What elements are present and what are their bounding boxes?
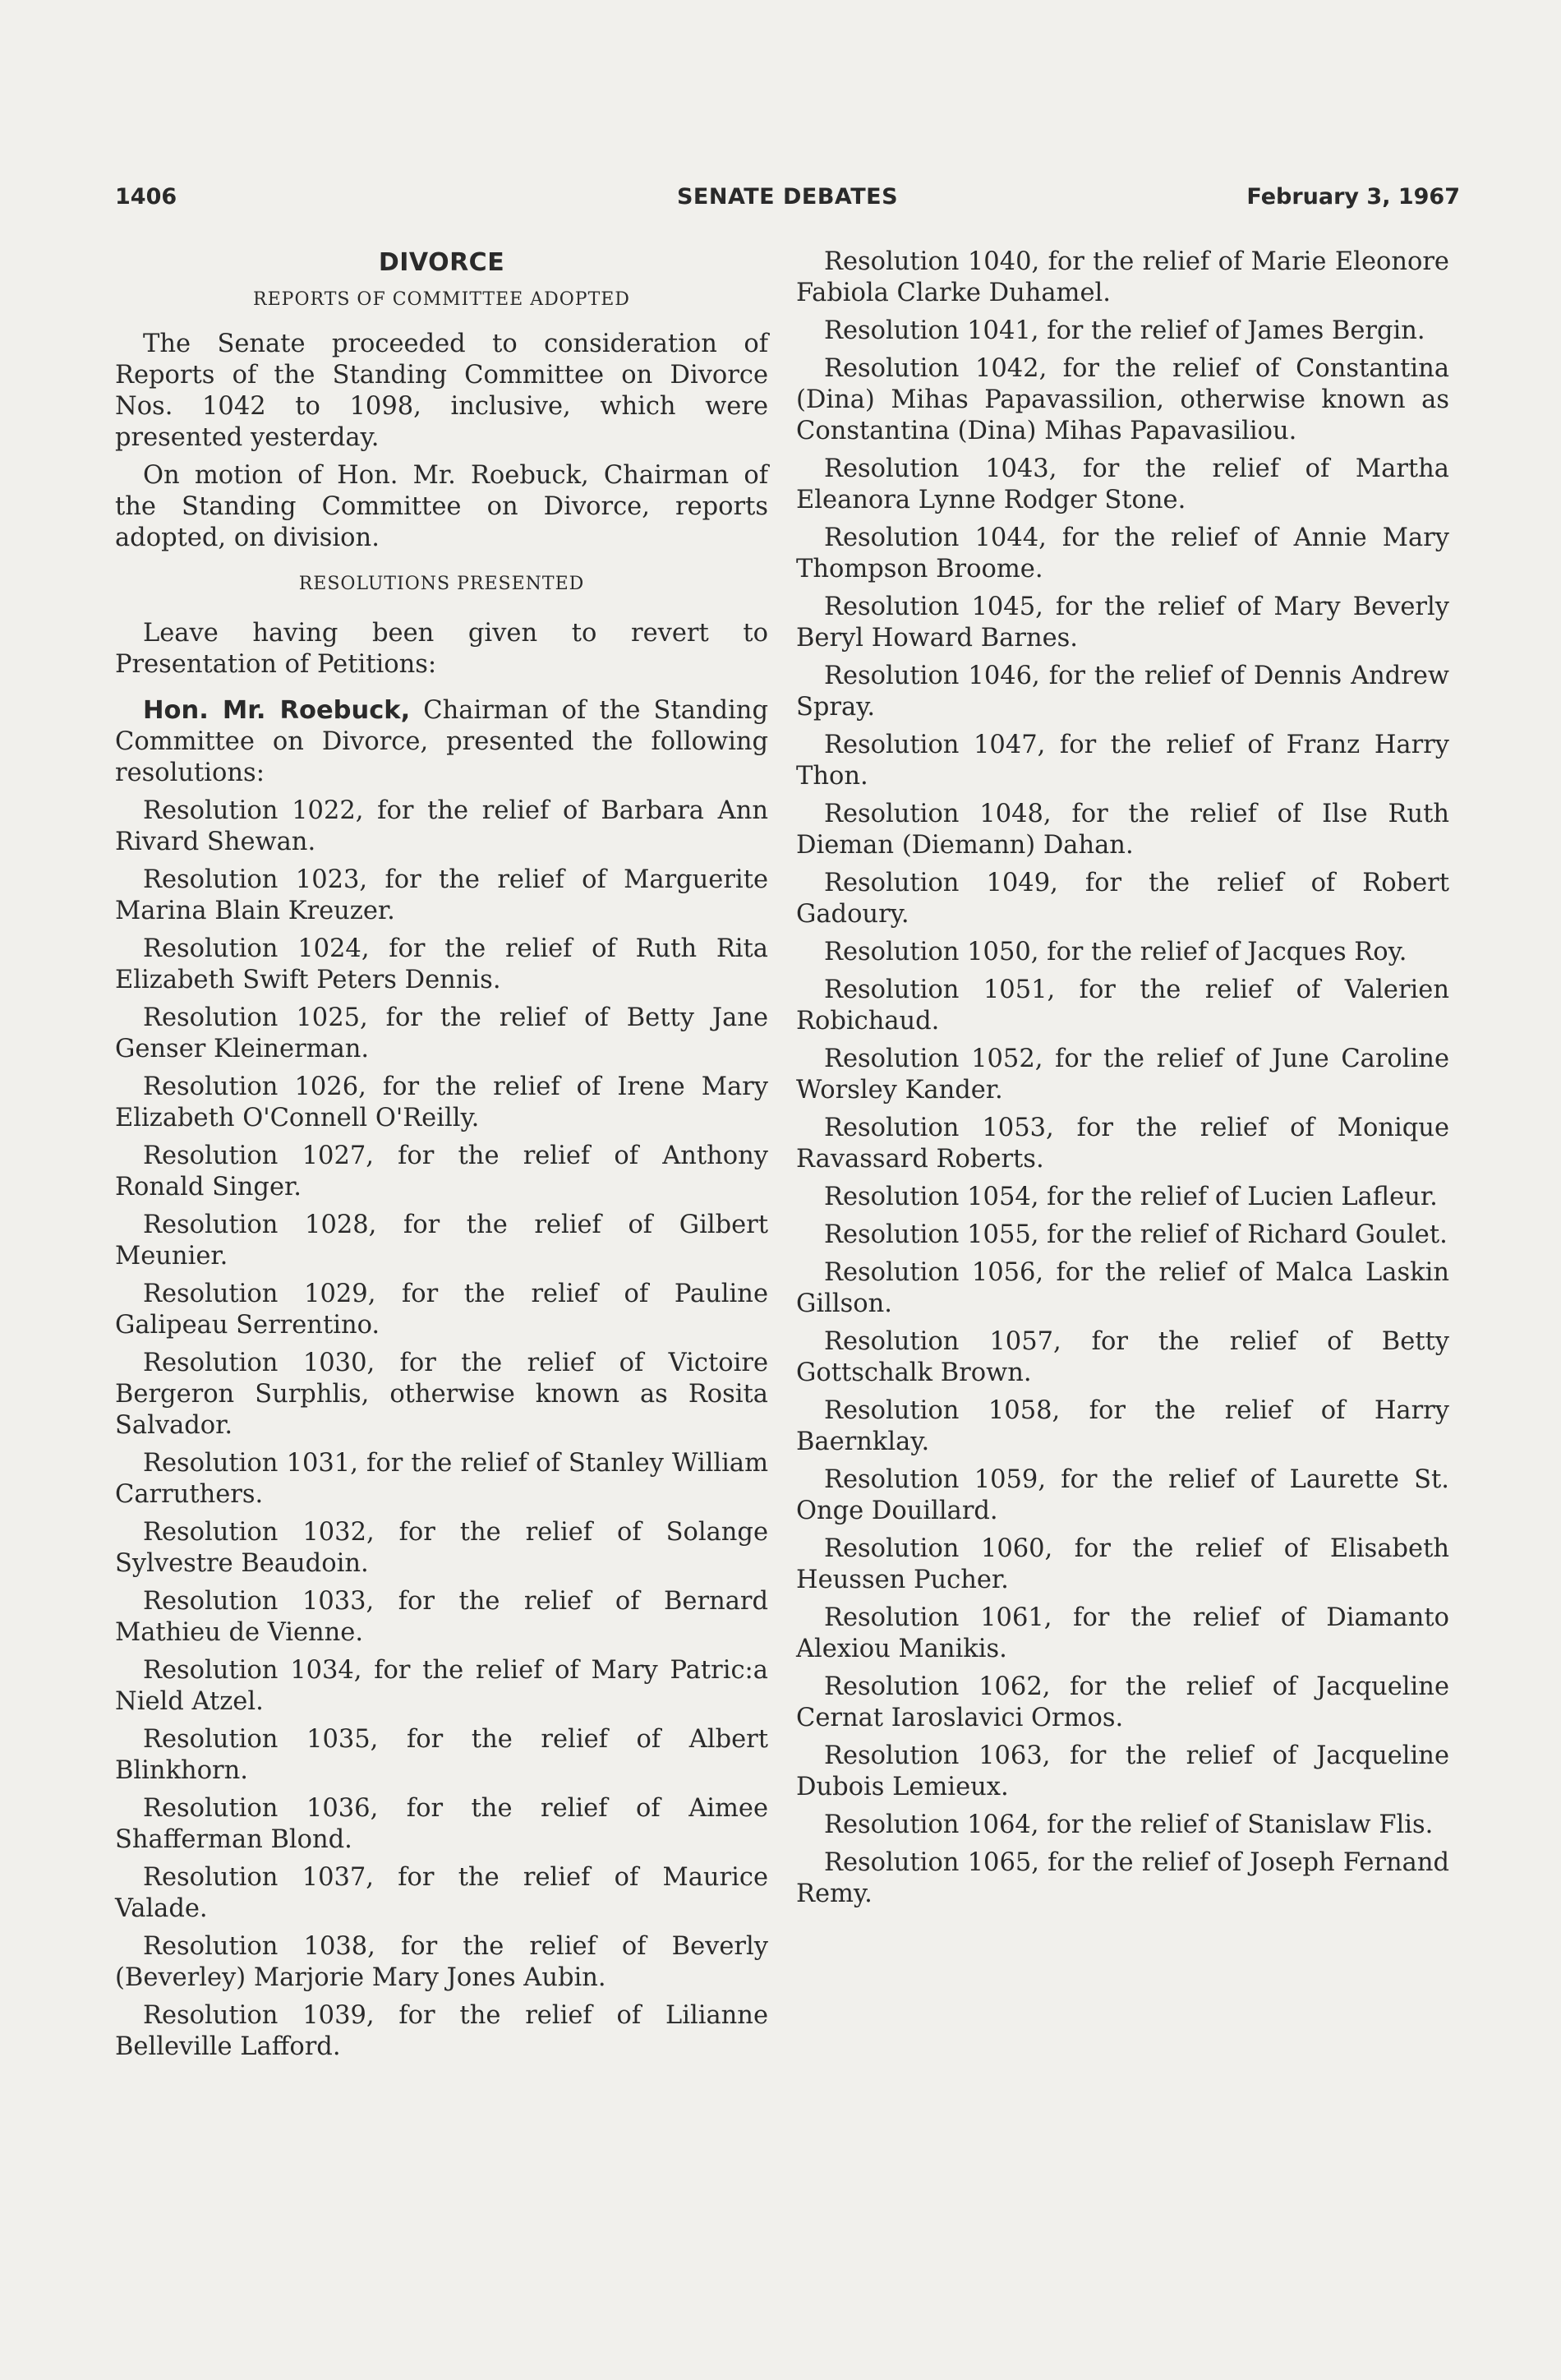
right-column	[796, 247, 1449, 1916]
resolution-item: Resolution 1063, for the relief of Jacqueline Dubois Lemieux.	[796, 1741, 1449, 1801]
resolution-item: Resolution 1054, for the relief of Lucien Lafleur.	[824, 1183, 1438, 1211]
resolution-item: Resolution 1047, for the relief of Franz Harry Thon.	[796, 731, 1449, 791]
resolution-item: Resolution 1030, for the relief of Victoire Bergeron Surphlis, otherwise known as Rosita Salvador.	[115, 1349, 768, 1440]
resolution-item: Resolution 1036, for the relief of Aimee Shafferman Blond.	[115, 1794, 768, 1854]
resolution-item: Resolution 1048, for the relief of Ilse Ruth Dieman (Diemann) Dahan.	[796, 800, 1449, 860]
resolution-item: Resolution 1032, for the relief of Solange Sylvestre Beaudoin.	[115, 1518, 768, 1578]
resolution-item: Resolution 1028, for the relief of Gilbert Meunier.	[115, 1211, 768, 1271]
resolution-item: Resolution 1046, for the relief of Dennis Andrew Spray.	[796, 662, 1449, 722]
resolution-item: Resolution 1044, for the relief of Annie Mary Thompson Broome.	[796, 524, 1449, 583]
resolution-item: Resolution 1042, for the relief of Constantina (Dina) Mihas Papavassilion, otherwise known as Constantina (Dina) Mihas Papavasiliou.	[796, 354, 1449, 445]
publication-title: SENATE DEBATES	[676, 184, 899, 210]
resolution-item: Resolution 1049, for the relief of Robert Gadoury.	[796, 869, 1449, 929]
resolution-item: Resolution 1053, for the relief of Monique Ravassard Roberts.	[796, 1114, 1449, 1174]
resolution-item: Resolution 1051, for the relief of Valerien Robichaud.	[796, 976, 1449, 1035]
resolution-item: Resolution 1050, for the relief of Jacques Roy.	[824, 938, 1407, 966]
section-title: DIVORCE	[378, 248, 505, 277]
resolution-item: Resolution 1055, for the relief of Richard Goulet.	[824, 1220, 1448, 1249]
resolution-item: Resolution 1035, for the relief of Albert Blinkhorn.	[115, 1725, 768, 1785]
resolution-item: Resolution 1043, for the relief of Martha Eleanora Lynne Rodger Stone.	[796, 454, 1449, 514]
resolution-item: Resolution 1037, for the relief of Maurice Valade.	[115, 1863, 768, 1923]
resolution-item: Resolution 1061, for the relief of Diamanto Alexiou Manikis.	[796, 1603, 1449, 1663]
paragraph: The Senate proceeded to consideration of Reports of the Standing Committee on Divorce Nos. 1042 to 1098, inclusive, which were presented yesterday.	[115, 330, 768, 452]
paragraph	[115, 695, 768, 789]
resolution-item: Resolution 1025, for the relief of Betty Jane Genser Kleinerman.	[115, 1003, 768, 1063]
resolution-item: Resolution 1026, for the relief of Irene Mary Elizabeth O'Connell O'Reilly.	[115, 1072, 768, 1132]
resolution-item: Resolution 1029, for the relief of Pauline Galipeau Serrentino.	[115, 1280, 768, 1340]
resolution-item: Resolution 1052, for the relief of June Caroline Worsley Kander.	[796, 1045, 1449, 1105]
resolution-list-left	[115, 796, 768, 2063]
resolution-item: Resolution 1023, for the relief of Marguerite Marina Blain Kreuzer.	[115, 865, 768, 925]
subhead-resolutions: RESOLUTIONS PRESENTED	[298, 574, 585, 594]
resolution-item: Resolution 1033, for the relief of Bernard Mathieu de Vienne.	[115, 1587, 768, 1647]
page-number: 1406	[115, 184, 177, 210]
resolution-item: Resolution 1059, for the relief of Laurette St. Onge Douillard.	[796, 1465, 1449, 1525]
resolution-item: Resolution 1045, for the relief of Mary Beverly Beryl Howard Barnes.	[796, 593, 1449, 653]
resolution-item: Resolution 1031, for the relief of Stanley William Carruthers.	[115, 1449, 768, 1509]
resolution-list-right	[796, 247, 1449, 1910]
paragraph-text: Chairman of the Standing Committee on Divorce, presented the following resolutions:	[115, 696, 768, 787]
resolution-item: Resolution 1024, for the relief of Ruth Rita Elizabeth Swift Peters Dennis.	[115, 934, 768, 994]
resolution-item: Resolution 1022, for the relief of Barbara Ann Rivard Shewan.	[115, 796, 768, 856]
paragraph: Leave having been given to revert to Presentation of Petitions:	[115, 619, 768, 679]
resolution-item: Resolution 1057, for the relief of Betty Gottschalk Brown.	[796, 1327, 1449, 1387]
paragraph: On motion of Hon. Mr. Roebuck, Chairman of the Standing Committee on Divorce, reports adopted, on division.	[115, 461, 768, 552]
resolution-item: Resolution 1058, for the relief of Harry Baernklay.	[796, 1396, 1449, 1456]
resolution-item: Resolution 1040, for the relief of Marie Eleonore Fabiola Clarke Duhamel.	[796, 247, 1449, 307]
resolution-item: Resolution 1034, for the relief of Mary Patric:a Nield Atzel.	[115, 1656, 768, 1716]
left-column	[115, 247, 768, 2069]
resolution-item: Resolution 1027, for the relief of Anthony Ronald Singer.	[115, 1142, 768, 1202]
resolution-item: Resolution 1038, for the relief of Beverly (Beverley) Marjorie Mary Jones Aubin.	[115, 1932, 768, 1992]
resolution-item: Resolution 1056, for the relief of Malca Laskin Gillson.	[796, 1258, 1449, 1318]
speaker-name: Hon. Mr. Roebuck,	[143, 696, 411, 725]
resolution-item: Resolution 1065, for the relief of Joseph Fernand Remy.	[796, 1848, 1449, 1908]
resolution-item: Resolution 1041, for the relief of James Bergin.	[824, 316, 1425, 345]
resolution-item: Resolution 1062, for the relief of Jacqueline Cernat Iaroslavici Ormos.	[796, 1672, 1449, 1732]
page-date: February 3, 1967	[1246, 184, 1460, 210]
resolution-item: Resolution 1039, for the relief of Lilianne Belleville Lafford.	[115, 2001, 768, 2061]
resolution-item: Resolution 1060, for the relief of Elisabeth Heussen Pucher.	[796, 1534, 1449, 1594]
page-header	[115, 184, 1460, 217]
subhead-reports: REPORTS OF COMMITTEE ADOPTED	[253, 289, 630, 310]
resolution-item: Resolution 1064, for the relief of Stanislaw Flis.	[824, 1810, 1434, 1839]
